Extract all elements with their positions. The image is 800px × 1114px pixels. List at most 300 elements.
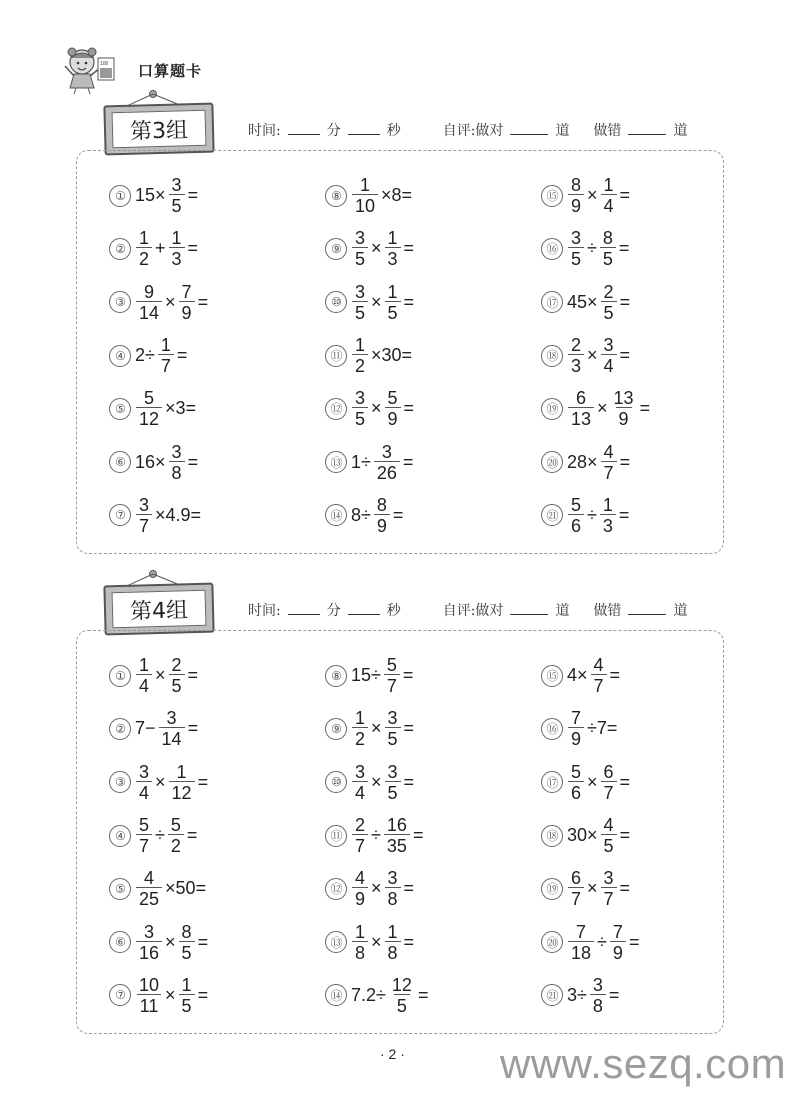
problem-number: ⑮ bbox=[541, 665, 563, 687]
expression-text: × bbox=[155, 665, 166, 686]
expression-text: × bbox=[165, 931, 176, 952]
numerator: 5 bbox=[571, 494, 582, 515]
denominator: 7 bbox=[601, 461, 617, 482]
problem-item bbox=[325, 809, 541, 862]
time-label: 时间: bbox=[248, 123, 281, 139]
seconds-blank[interactable] bbox=[348, 133, 380, 135]
problem-item bbox=[109, 862, 325, 915]
fraction bbox=[169, 176, 185, 215]
expression-text: 15÷ bbox=[351, 665, 381, 686]
minutes-label: 分 bbox=[326, 123, 341, 139]
self-eval-correct-label: 自评:做对 bbox=[442, 603, 504, 619]
expression-text: = bbox=[402, 451, 414, 472]
numerator: 4 bbox=[603, 815, 614, 836]
numerator: 3 bbox=[139, 494, 150, 515]
problem-item bbox=[109, 649, 325, 702]
numerator: 3 bbox=[381, 441, 392, 462]
fraction bbox=[601, 763, 617, 802]
numerator: 9 bbox=[144, 281, 155, 302]
fraction bbox=[568, 869, 584, 908]
denominator: 9 bbox=[374, 514, 390, 535]
fraction bbox=[136, 283, 162, 322]
expression-text: = bbox=[619, 185, 631, 206]
problem-item bbox=[325, 915, 541, 968]
denominator: 6 bbox=[568, 781, 584, 802]
numerator: 3 bbox=[355, 228, 366, 249]
problem-box bbox=[76, 150, 724, 554]
expression-text: 45× bbox=[567, 291, 598, 312]
denominator: 14 bbox=[159, 727, 185, 748]
denominator: 9 bbox=[179, 301, 195, 322]
minutes-blank[interactable] bbox=[288, 613, 320, 615]
problem-item bbox=[541, 435, 709, 488]
fraction bbox=[591, 656, 607, 695]
group-sign bbox=[104, 88, 214, 146]
problem-number: ⑦ bbox=[109, 504, 131, 526]
problem-item bbox=[541, 809, 709, 862]
expression-text: × bbox=[155, 771, 166, 792]
svg-text:100: 100 bbox=[100, 61, 109, 67]
denominator: 4 bbox=[601, 354, 617, 375]
denominator: 12 bbox=[136, 407, 162, 428]
denominator: 2 bbox=[136, 247, 152, 268]
group-title: 第3组 bbox=[112, 110, 207, 148]
problem-item bbox=[541, 756, 709, 809]
problem-item bbox=[541, 649, 709, 702]
expression-text: ÷ bbox=[587, 504, 597, 525]
seconds-blank[interactable] bbox=[348, 613, 380, 615]
problem-number: ⑱ bbox=[541, 345, 563, 367]
expression-text: 16× bbox=[135, 451, 166, 472]
problem-number: ⑬ bbox=[325, 931, 347, 953]
group-title: 第4组 bbox=[112, 590, 207, 628]
denominator: 5 bbox=[385, 781, 401, 802]
fraction bbox=[352, 336, 368, 375]
expression-text: = bbox=[187, 185, 199, 206]
denominator: 8 bbox=[590, 994, 606, 1015]
numerator: 1 bbox=[176, 761, 187, 782]
fraction bbox=[169, 443, 185, 482]
problem-number: ① bbox=[109, 185, 131, 207]
numerator: 1 bbox=[171, 228, 182, 249]
numerator: 3 bbox=[355, 388, 366, 409]
expression-text: = bbox=[619, 345, 631, 366]
expression-text: = bbox=[403, 398, 415, 419]
numerator: 1 bbox=[139, 228, 150, 249]
numerator: 3 bbox=[355, 761, 366, 782]
numerator: 3 bbox=[171, 175, 182, 196]
problem-item bbox=[325, 489, 541, 542]
sign-frame bbox=[103, 103, 214, 156]
problem-item bbox=[109, 969, 325, 1022]
numerator: 3 bbox=[387, 708, 398, 729]
fraction bbox=[385, 389, 401, 428]
fraction bbox=[601, 816, 617, 855]
problem-item bbox=[109, 809, 325, 862]
problem-item bbox=[109, 489, 325, 542]
denominator: 7 bbox=[136, 834, 152, 855]
denominator: 9 bbox=[568, 194, 584, 215]
denominator: 7 bbox=[601, 887, 617, 908]
fraction bbox=[352, 176, 378, 215]
problem-number: ⑥ bbox=[109, 931, 131, 953]
problem-number: ⑪ bbox=[325, 825, 347, 847]
problem-number: ⑳ bbox=[541, 451, 563, 473]
numerator: 16 bbox=[386, 815, 407, 836]
expression-text: ×8= bbox=[381, 185, 413, 206]
expression-text: = bbox=[619, 878, 631, 899]
numerator: 13 bbox=[613, 388, 634, 409]
minutes-blank[interactable] bbox=[288, 133, 320, 135]
expression-text: = bbox=[403, 931, 415, 952]
denominator: 16 bbox=[136, 941, 162, 962]
numerator: 5 bbox=[386, 655, 397, 676]
expression-text: 8÷ bbox=[351, 504, 371, 525]
minutes-label: 分 bbox=[326, 603, 341, 619]
problem-number: ⑯ bbox=[541, 718, 563, 740]
numerator: 8 bbox=[571, 175, 582, 196]
problem-item bbox=[109, 915, 325, 968]
numerator: 2 bbox=[171, 655, 182, 676]
problem-item bbox=[325, 756, 541, 809]
correct-count-blank[interactable] bbox=[510, 133, 548, 135]
problem-number: ⑨ bbox=[325, 238, 347, 260]
numerator: 6 bbox=[571, 868, 582, 889]
page-title: 口算题卡 bbox=[138, 62, 203, 80]
fraction bbox=[179, 923, 195, 962]
numerator: 1 bbox=[387, 228, 398, 249]
fraction bbox=[611, 389, 637, 428]
fraction bbox=[136, 229, 152, 268]
fraction bbox=[169, 229, 185, 268]
problem-item bbox=[109, 435, 325, 488]
problem-number: ⑩ bbox=[325, 291, 347, 313]
denominator: 5 bbox=[394, 994, 410, 1015]
denominator: 5 bbox=[385, 301, 401, 322]
problem-item bbox=[325, 276, 541, 329]
numerator: 3 bbox=[139, 761, 150, 782]
problem-item bbox=[541, 915, 709, 968]
denominator: 4 bbox=[136, 674, 152, 695]
denominator: 5 bbox=[169, 194, 185, 215]
problem-item bbox=[541, 702, 709, 755]
expression-text: 7.2÷ bbox=[351, 984, 386, 1005]
expression-text: = bbox=[187, 665, 199, 686]
fraction bbox=[352, 816, 368, 855]
numerator: 3 bbox=[603, 868, 614, 889]
denominator: 9 bbox=[385, 407, 401, 428]
wrong-count-blank[interactable] bbox=[628, 613, 666, 615]
self-eval-correct-label: 自评:做对 bbox=[442, 123, 504, 139]
fraction bbox=[169, 763, 195, 802]
correct-count-blank[interactable] bbox=[510, 613, 548, 615]
expression-text: × bbox=[587, 185, 598, 206]
wrong-unit: 道 bbox=[673, 123, 688, 139]
problem-number: ③ bbox=[109, 291, 131, 313]
numerator: 3 bbox=[171, 441, 182, 462]
numerator: 12 bbox=[391, 974, 412, 995]
expression-text: × bbox=[587, 878, 598, 899]
fraction bbox=[179, 283, 195, 322]
denominator: 5 bbox=[601, 301, 617, 322]
expression-text: = bbox=[187, 451, 199, 472]
fraction bbox=[136, 656, 152, 695]
denominator: 5 bbox=[352, 247, 368, 268]
expression-text: = bbox=[197, 291, 209, 312]
expression-text: ÷ bbox=[155, 825, 165, 846]
fraction bbox=[136, 389, 162, 428]
fraction bbox=[568, 496, 584, 535]
numerator: 3 bbox=[603, 335, 614, 356]
numerator: 1 bbox=[603, 175, 614, 196]
problem-number: ⑧ bbox=[325, 665, 347, 687]
seconds-label: 秒 bbox=[386, 123, 401, 139]
expression-text: = bbox=[618, 238, 630, 259]
problem-item bbox=[325, 649, 541, 702]
expression-text: × bbox=[371, 398, 382, 419]
denominator: 4 bbox=[601, 194, 617, 215]
numerator: 4 bbox=[603, 441, 614, 462]
fraction bbox=[389, 976, 415, 1015]
expression-text: × bbox=[371, 291, 382, 312]
fraction bbox=[385, 709, 401, 748]
problem-number: ④ bbox=[109, 825, 131, 847]
denominator: 18 bbox=[568, 941, 594, 962]
numerator: 5 bbox=[144, 388, 155, 409]
problem-number: ⑧ bbox=[325, 185, 347, 207]
expression-text: = bbox=[619, 825, 631, 846]
denominator: 3 bbox=[568, 354, 584, 375]
denominator: 9 bbox=[610, 941, 626, 962]
problem-number: ⑤ bbox=[109, 398, 131, 420]
expression-text: = bbox=[608, 984, 620, 1005]
numerator: 3 bbox=[355, 281, 366, 302]
problem-item bbox=[109, 756, 325, 809]
problem-number: ③ bbox=[109, 771, 131, 793]
denominator: 9 bbox=[352, 887, 368, 908]
denominator: 5 bbox=[352, 301, 368, 322]
problem-item bbox=[541, 489, 709, 542]
fraction bbox=[352, 283, 368, 322]
numerator: 1 bbox=[139, 655, 150, 676]
fraction bbox=[601, 869, 617, 908]
denominator: 5 bbox=[352, 407, 368, 428]
denominator: 7 bbox=[352, 834, 368, 855]
fraction bbox=[385, 283, 401, 322]
problem-item bbox=[325, 969, 541, 1022]
watermark: www.sezq.com bbox=[500, 1040, 787, 1087]
fraction bbox=[568, 229, 584, 268]
problem-item bbox=[541, 222, 709, 275]
denominator: 5 bbox=[385, 727, 401, 748]
fraction bbox=[601, 336, 617, 375]
expression-text: = bbox=[392, 504, 404, 525]
fraction bbox=[374, 443, 400, 482]
problem-number: ② bbox=[109, 718, 131, 740]
denominator: 8 bbox=[385, 941, 401, 962]
problem-number: ⑦ bbox=[109, 984, 131, 1006]
fraction bbox=[568, 389, 594, 428]
fraction bbox=[568, 923, 594, 962]
expression-text: ÷ bbox=[371, 825, 381, 846]
numerator: 1 bbox=[355, 708, 366, 729]
denominator: 4 bbox=[352, 781, 368, 802]
expression-text: = bbox=[619, 291, 631, 312]
problem-number: ⑤ bbox=[109, 878, 131, 900]
problem-number: ⑪ bbox=[325, 345, 347, 367]
fraction bbox=[600, 229, 616, 268]
numerator: 6 bbox=[576, 388, 587, 409]
fraction bbox=[136, 496, 152, 535]
fraction bbox=[352, 869, 368, 908]
problem-number: ⑯ bbox=[541, 238, 563, 260]
denominator: 7 bbox=[136, 514, 152, 535]
denominator: 7 bbox=[568, 887, 584, 908]
numerator: 4 bbox=[355, 868, 366, 889]
numerator: 8 bbox=[376, 494, 387, 515]
expression-text: ×50= bbox=[165, 878, 207, 899]
fraction bbox=[136, 869, 162, 908]
problem-number: ⑩ bbox=[325, 771, 347, 793]
denominator: 12 bbox=[169, 781, 195, 802]
fraction bbox=[136, 816, 152, 855]
fraction bbox=[385, 229, 401, 268]
expression-text: = bbox=[402, 665, 414, 686]
denominator: 7 bbox=[158, 354, 174, 375]
numerator: 2 bbox=[571, 335, 582, 356]
fraction bbox=[568, 336, 584, 375]
denominator: 5 bbox=[179, 941, 195, 962]
numerator: 6 bbox=[603, 761, 614, 782]
denominator: 8 bbox=[352, 941, 368, 962]
expression-text: = bbox=[176, 345, 188, 366]
problem-number: ⑥ bbox=[109, 451, 131, 473]
expression-text: = bbox=[197, 771, 209, 792]
expression-text: = bbox=[618, 504, 630, 525]
problem-number: ⑲ bbox=[541, 878, 563, 900]
numerator: 3 bbox=[387, 761, 398, 782]
problem-item bbox=[109, 276, 325, 329]
denominator: 2 bbox=[168, 834, 184, 855]
numerator: 2 bbox=[355, 815, 366, 836]
time-self-eval-bar bbox=[248, 120, 687, 140]
denominator: 9 bbox=[568, 727, 584, 748]
problem-number: ⑮ bbox=[541, 185, 563, 207]
problem-number: ㉑ bbox=[541, 984, 563, 1006]
numerator: 8 bbox=[181, 921, 192, 942]
expression-text: + bbox=[155, 238, 166, 259]
expression-text: = bbox=[619, 451, 631, 472]
numerator: 1 bbox=[602, 494, 613, 515]
denominator: 5 bbox=[568, 247, 584, 268]
problem-item bbox=[541, 862, 709, 915]
numerator: 4 bbox=[593, 655, 604, 676]
expression-text: = bbox=[403, 238, 415, 259]
fraction bbox=[568, 176, 584, 215]
expression-text: ×4.9= bbox=[155, 504, 202, 525]
problem-item bbox=[109, 222, 325, 275]
wrong-count-blank[interactable] bbox=[628, 133, 666, 135]
denominator: 5 bbox=[169, 674, 185, 695]
expression-text: = bbox=[619, 771, 631, 792]
problem-number: ⑫ bbox=[325, 878, 347, 900]
problem-item bbox=[541, 169, 709, 222]
expression-text: = bbox=[197, 984, 209, 1005]
denominator: 3 bbox=[169, 247, 185, 268]
fraction bbox=[159, 709, 185, 748]
problem-item bbox=[325, 329, 541, 382]
numerator: 1 bbox=[387, 921, 398, 942]
fraction bbox=[601, 283, 617, 322]
denominator: 14 bbox=[136, 301, 162, 322]
expression-text: 15× bbox=[135, 185, 166, 206]
problem-number: ⑨ bbox=[325, 718, 347, 740]
numerator: 5 bbox=[170, 815, 181, 836]
numerator: 10 bbox=[139, 974, 160, 995]
expression-text: = bbox=[186, 825, 198, 846]
fraction bbox=[385, 763, 401, 802]
expression-text: × bbox=[371, 718, 382, 739]
denominator: 7 bbox=[601, 781, 617, 802]
expression-text: 1÷ bbox=[351, 451, 371, 472]
fraction bbox=[610, 923, 626, 962]
fraction bbox=[158, 336, 174, 375]
problem-number: ⑭ bbox=[325, 984, 347, 1006]
denominator: 7 bbox=[384, 674, 400, 695]
expression-text: × bbox=[165, 291, 176, 312]
fraction bbox=[352, 763, 368, 802]
expression-text: = bbox=[417, 984, 429, 1005]
denominator: 9 bbox=[616, 407, 632, 428]
problem-grid bbox=[109, 169, 709, 542]
expression-text: 28× bbox=[567, 451, 598, 472]
expression-text: × bbox=[371, 238, 382, 259]
numerator: 4 bbox=[144, 868, 155, 889]
problem-item bbox=[325, 222, 541, 275]
fraction bbox=[384, 816, 410, 855]
expression-text: ×30= bbox=[371, 345, 413, 366]
problem-number: ⑰ bbox=[541, 291, 563, 313]
sign-frame bbox=[103, 583, 214, 636]
correct-unit: 道 bbox=[555, 123, 570, 139]
expression-text: = bbox=[197, 931, 209, 952]
fraction bbox=[352, 389, 368, 428]
fraction bbox=[374, 496, 390, 535]
expression-text: 3÷ bbox=[567, 984, 587, 1005]
problem-item bbox=[325, 382, 541, 435]
wrong-label: 做错 bbox=[593, 603, 622, 619]
expression-text: = bbox=[403, 291, 415, 312]
numerator: 3 bbox=[144, 921, 155, 942]
numerator: 3 bbox=[592, 974, 603, 995]
denominator: 5 bbox=[601, 834, 617, 855]
problem-number: ② bbox=[109, 238, 131, 260]
fraction bbox=[384, 656, 400, 695]
expression-text: × bbox=[165, 984, 176, 1005]
problem-number: ⑭ bbox=[325, 504, 347, 526]
fraction bbox=[568, 709, 584, 748]
wrong-unit: 道 bbox=[673, 603, 688, 619]
numerator: 7 bbox=[612, 921, 623, 942]
problem-number: ⑳ bbox=[541, 931, 563, 953]
problem-number: ⑲ bbox=[541, 398, 563, 420]
expression-text: ×3= bbox=[165, 398, 197, 419]
denominator: 25 bbox=[136, 887, 162, 908]
expression-text: × bbox=[371, 931, 382, 952]
fraction bbox=[136, 976, 162, 1015]
fraction bbox=[601, 176, 617, 215]
problem-item bbox=[541, 969, 709, 1022]
